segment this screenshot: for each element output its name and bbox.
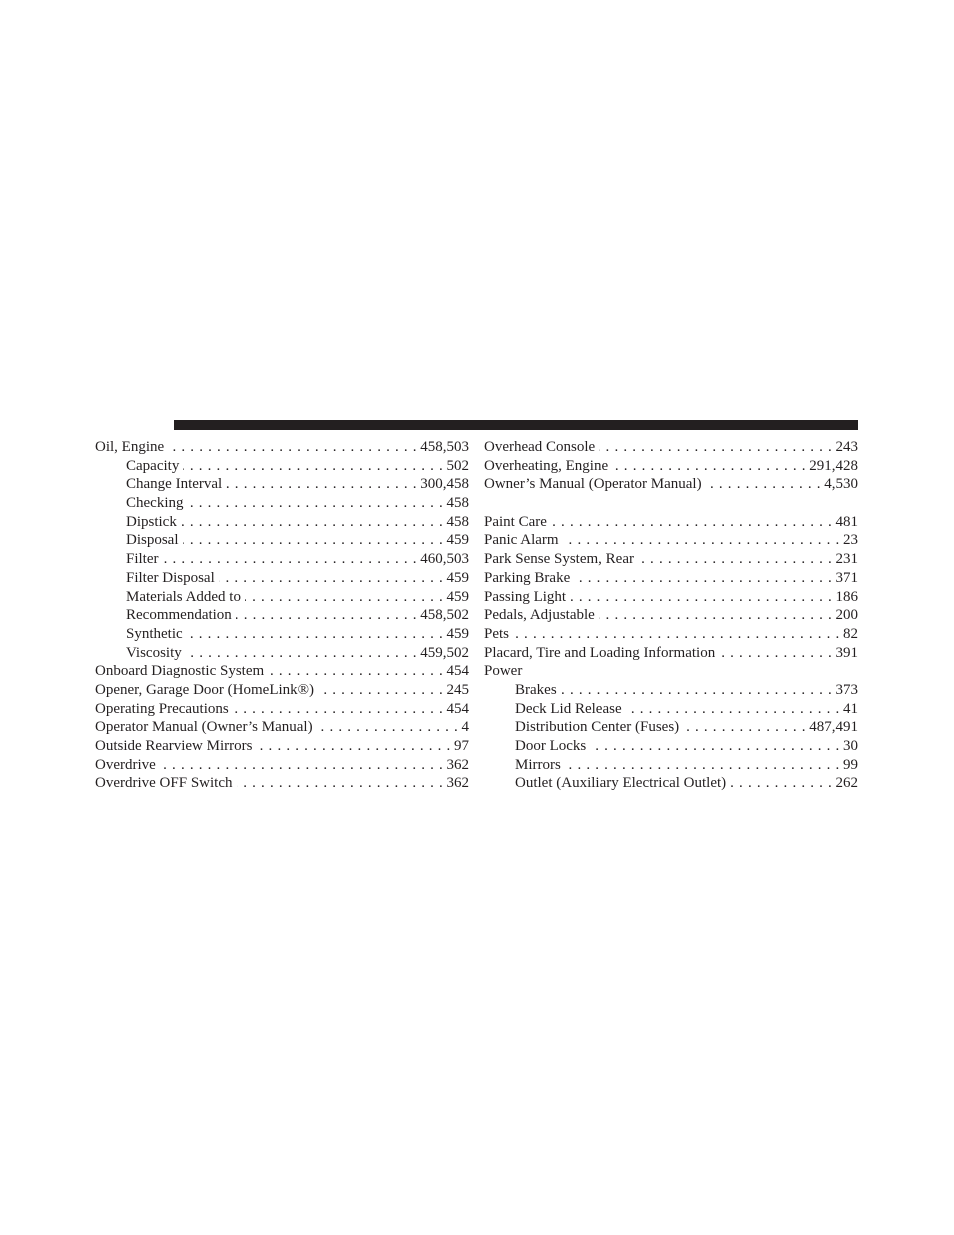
index-term: Outside Rearview Mirrors (95, 738, 253, 754)
page-number: 459 (446, 569, 469, 586)
page-number: 97 (454, 738, 469, 754)
page-number: 458,503 (420, 439, 469, 455)
index-subentry (484, 774, 858, 793)
page-number: 245 (446, 681, 469, 698)
index-entry (95, 718, 469, 737)
index-term: Filter Disposal (126, 569, 215, 586)
index-term: Distribution Center (Fuses) (515, 719, 680, 736)
index-term: Pedals, Adjustable (484, 607, 595, 624)
index-entry (95, 700, 469, 719)
index-subentry (95, 625, 469, 644)
page-number: 454 (446, 663, 469, 680)
dot-leader (599, 606, 833, 625)
page-number: 99 (843, 756, 858, 773)
page-number: 391 (835, 644, 858, 661)
dot-leader (706, 475, 822, 494)
dot-leader (317, 718, 459, 737)
dot-leader (160, 756, 444, 775)
dot-leader (590, 737, 840, 756)
dot-leader (638, 550, 833, 569)
page-number: 458 (446, 513, 469, 530)
index-subentry (95, 550, 469, 569)
dot-leader (563, 531, 840, 550)
dot-leader (186, 644, 417, 663)
page-number: 362 (446, 756, 469, 773)
page-number: 502 (446, 457, 469, 474)
dot-leader (183, 457, 443, 476)
dot-leader (318, 681, 443, 700)
dot-leader (570, 588, 832, 607)
index-term: Change Interval (126, 476, 223, 493)
page-number: 300,458 (420, 476, 469, 493)
index-term: Passing Light (484, 588, 567, 605)
index-entry (484, 438, 858, 457)
header-rule (174, 420, 858, 430)
index-term: Recommendation (126, 607, 232, 624)
index-heading (484, 662, 858, 681)
page-number: 487,491 (809, 719, 858, 736)
index-entry (484, 531, 858, 550)
index-term: Checking (126, 495, 184, 512)
page-number: 459 (446, 588, 469, 605)
dot-leader (233, 700, 444, 719)
index-term: Opener, Garage Door (HomeLink®) (95, 681, 315, 698)
index-term: Capacity (126, 457, 180, 474)
index-entry (484, 644, 858, 663)
index-term: Filter (126, 551, 159, 568)
page-number: 454 (446, 700, 469, 717)
index-subentry (95, 644, 469, 663)
page-number: 373 (835, 681, 858, 698)
dot-leader (237, 774, 444, 793)
index-subentry (484, 756, 858, 775)
index-entry (95, 774, 469, 793)
dot-leader (219, 569, 444, 588)
index-subentry (95, 569, 469, 588)
index-term: Onboard Diagnostic System (95, 663, 265, 680)
index-term: Placard, Tire and Loading Information (484, 644, 716, 661)
index-term: Overdrive (95, 756, 156, 773)
dot-leader (599, 438, 832, 457)
index-term: Mirrors (515, 756, 561, 773)
index-column-right (484, 438, 858, 793)
page-number: 186 (835, 588, 858, 605)
index-column-left (95, 438, 469, 793)
index-term: Dipstick (126, 513, 177, 530)
index-subentry (95, 606, 469, 625)
dot-leader (268, 662, 443, 681)
page-number: 458,502 (420, 607, 469, 624)
index-term: Oil, Engine (95, 439, 165, 455)
index-entry (95, 662, 469, 681)
index-entry (484, 513, 858, 532)
page-number: 459 (446, 625, 469, 642)
index-term: Parking Brake (484, 569, 571, 586)
dot-leader (565, 756, 840, 775)
dot-leader (612, 457, 806, 476)
index-term: Materials Added to (126, 588, 241, 605)
index-term: Brakes (515, 681, 557, 698)
index-subentry (95, 475, 469, 494)
page-number: 30 (843, 738, 858, 754)
index-entry (484, 475, 858, 494)
index-subentry (484, 718, 858, 737)
index-term: Power (484, 663, 523, 680)
dot-leader (188, 494, 444, 513)
page-number: 243 (835, 439, 858, 455)
index-subentry (95, 588, 469, 607)
index-subentry (484, 737, 858, 756)
page-number: 231 (835, 551, 858, 568)
index-entry (95, 737, 469, 756)
dot-leader (626, 700, 840, 719)
index-entry (95, 681, 469, 700)
dot-leader (719, 644, 832, 663)
index-subentry (484, 700, 858, 719)
page-number: 23 (843, 532, 858, 549)
dot-leader (181, 513, 444, 532)
index-entry (484, 588, 858, 607)
page-number: 4 (461, 719, 469, 736)
page-number: 4,530 (824, 476, 858, 493)
index-term: Park Sense System, Rear (484, 551, 634, 568)
page-number: 460,503 (420, 551, 469, 568)
index-term: Operator Manual (Owner’s Manual) (95, 719, 313, 736)
index-subentry (95, 457, 469, 476)
index-entry (95, 438, 469, 457)
index-entry (484, 606, 858, 625)
dot-leader (168, 438, 417, 457)
dot-leader (561, 681, 833, 700)
page-number: 41 (843, 700, 858, 717)
page-number: 371 (835, 569, 858, 586)
dot-leader (730, 774, 832, 793)
index-term: Deck Lid Release (515, 700, 622, 717)
index-term: Overheating, Engine (484, 457, 609, 474)
index-term: Paint Care (484, 513, 547, 530)
dot-leader (551, 513, 833, 532)
page-number: 459,502 (420, 644, 469, 661)
index-term: Overhead Console (484, 439, 596, 455)
index-term: Door Locks (515, 738, 587, 754)
page-number: 262 (835, 775, 858, 792)
index-entry (484, 625, 858, 644)
index-term: Operating Precautions (95, 700, 229, 717)
index-subentry (95, 513, 469, 532)
index-term: Synthetic (126, 625, 183, 642)
page-number: 291,428 (809, 457, 858, 474)
index-entry (484, 457, 858, 476)
dot-leader (574, 569, 832, 588)
index-term: Outlet (Auxiliary Electrical Outlet) (515, 775, 727, 792)
page-number: 481 (835, 513, 858, 530)
dot-leader (226, 475, 417, 494)
page-number: 82 (843, 625, 858, 642)
index-subentry (484, 681, 858, 700)
index-term: Disposal (126, 532, 179, 549)
index-term: Owner’s Manual (Operator Manual) (484, 476, 702, 493)
dot-leader (236, 606, 417, 625)
dot-leader (183, 531, 444, 550)
dot-leader (513, 625, 840, 644)
dot-leader (163, 550, 418, 569)
index-entry (484, 569, 858, 588)
index-entry (484, 550, 858, 569)
page-number: 362 (446, 775, 469, 792)
index-term: Pets (484, 625, 510, 642)
dot-leader (187, 625, 444, 644)
page-number: 200 (835, 607, 858, 624)
dot-leader (683, 718, 806, 737)
page-number: 459 (446, 532, 469, 549)
page-number: 458 (446, 495, 469, 512)
dot-leader (245, 588, 444, 607)
index-subentry (95, 494, 469, 513)
dot-leader (256, 737, 451, 756)
index-term: Panic Alarm (484, 532, 559, 549)
index-entry (95, 756, 469, 775)
index-subentry (95, 531, 469, 550)
index-term: Viscosity (126, 644, 182, 661)
index-term: Overdrive OFF Switch (95, 775, 233, 792)
